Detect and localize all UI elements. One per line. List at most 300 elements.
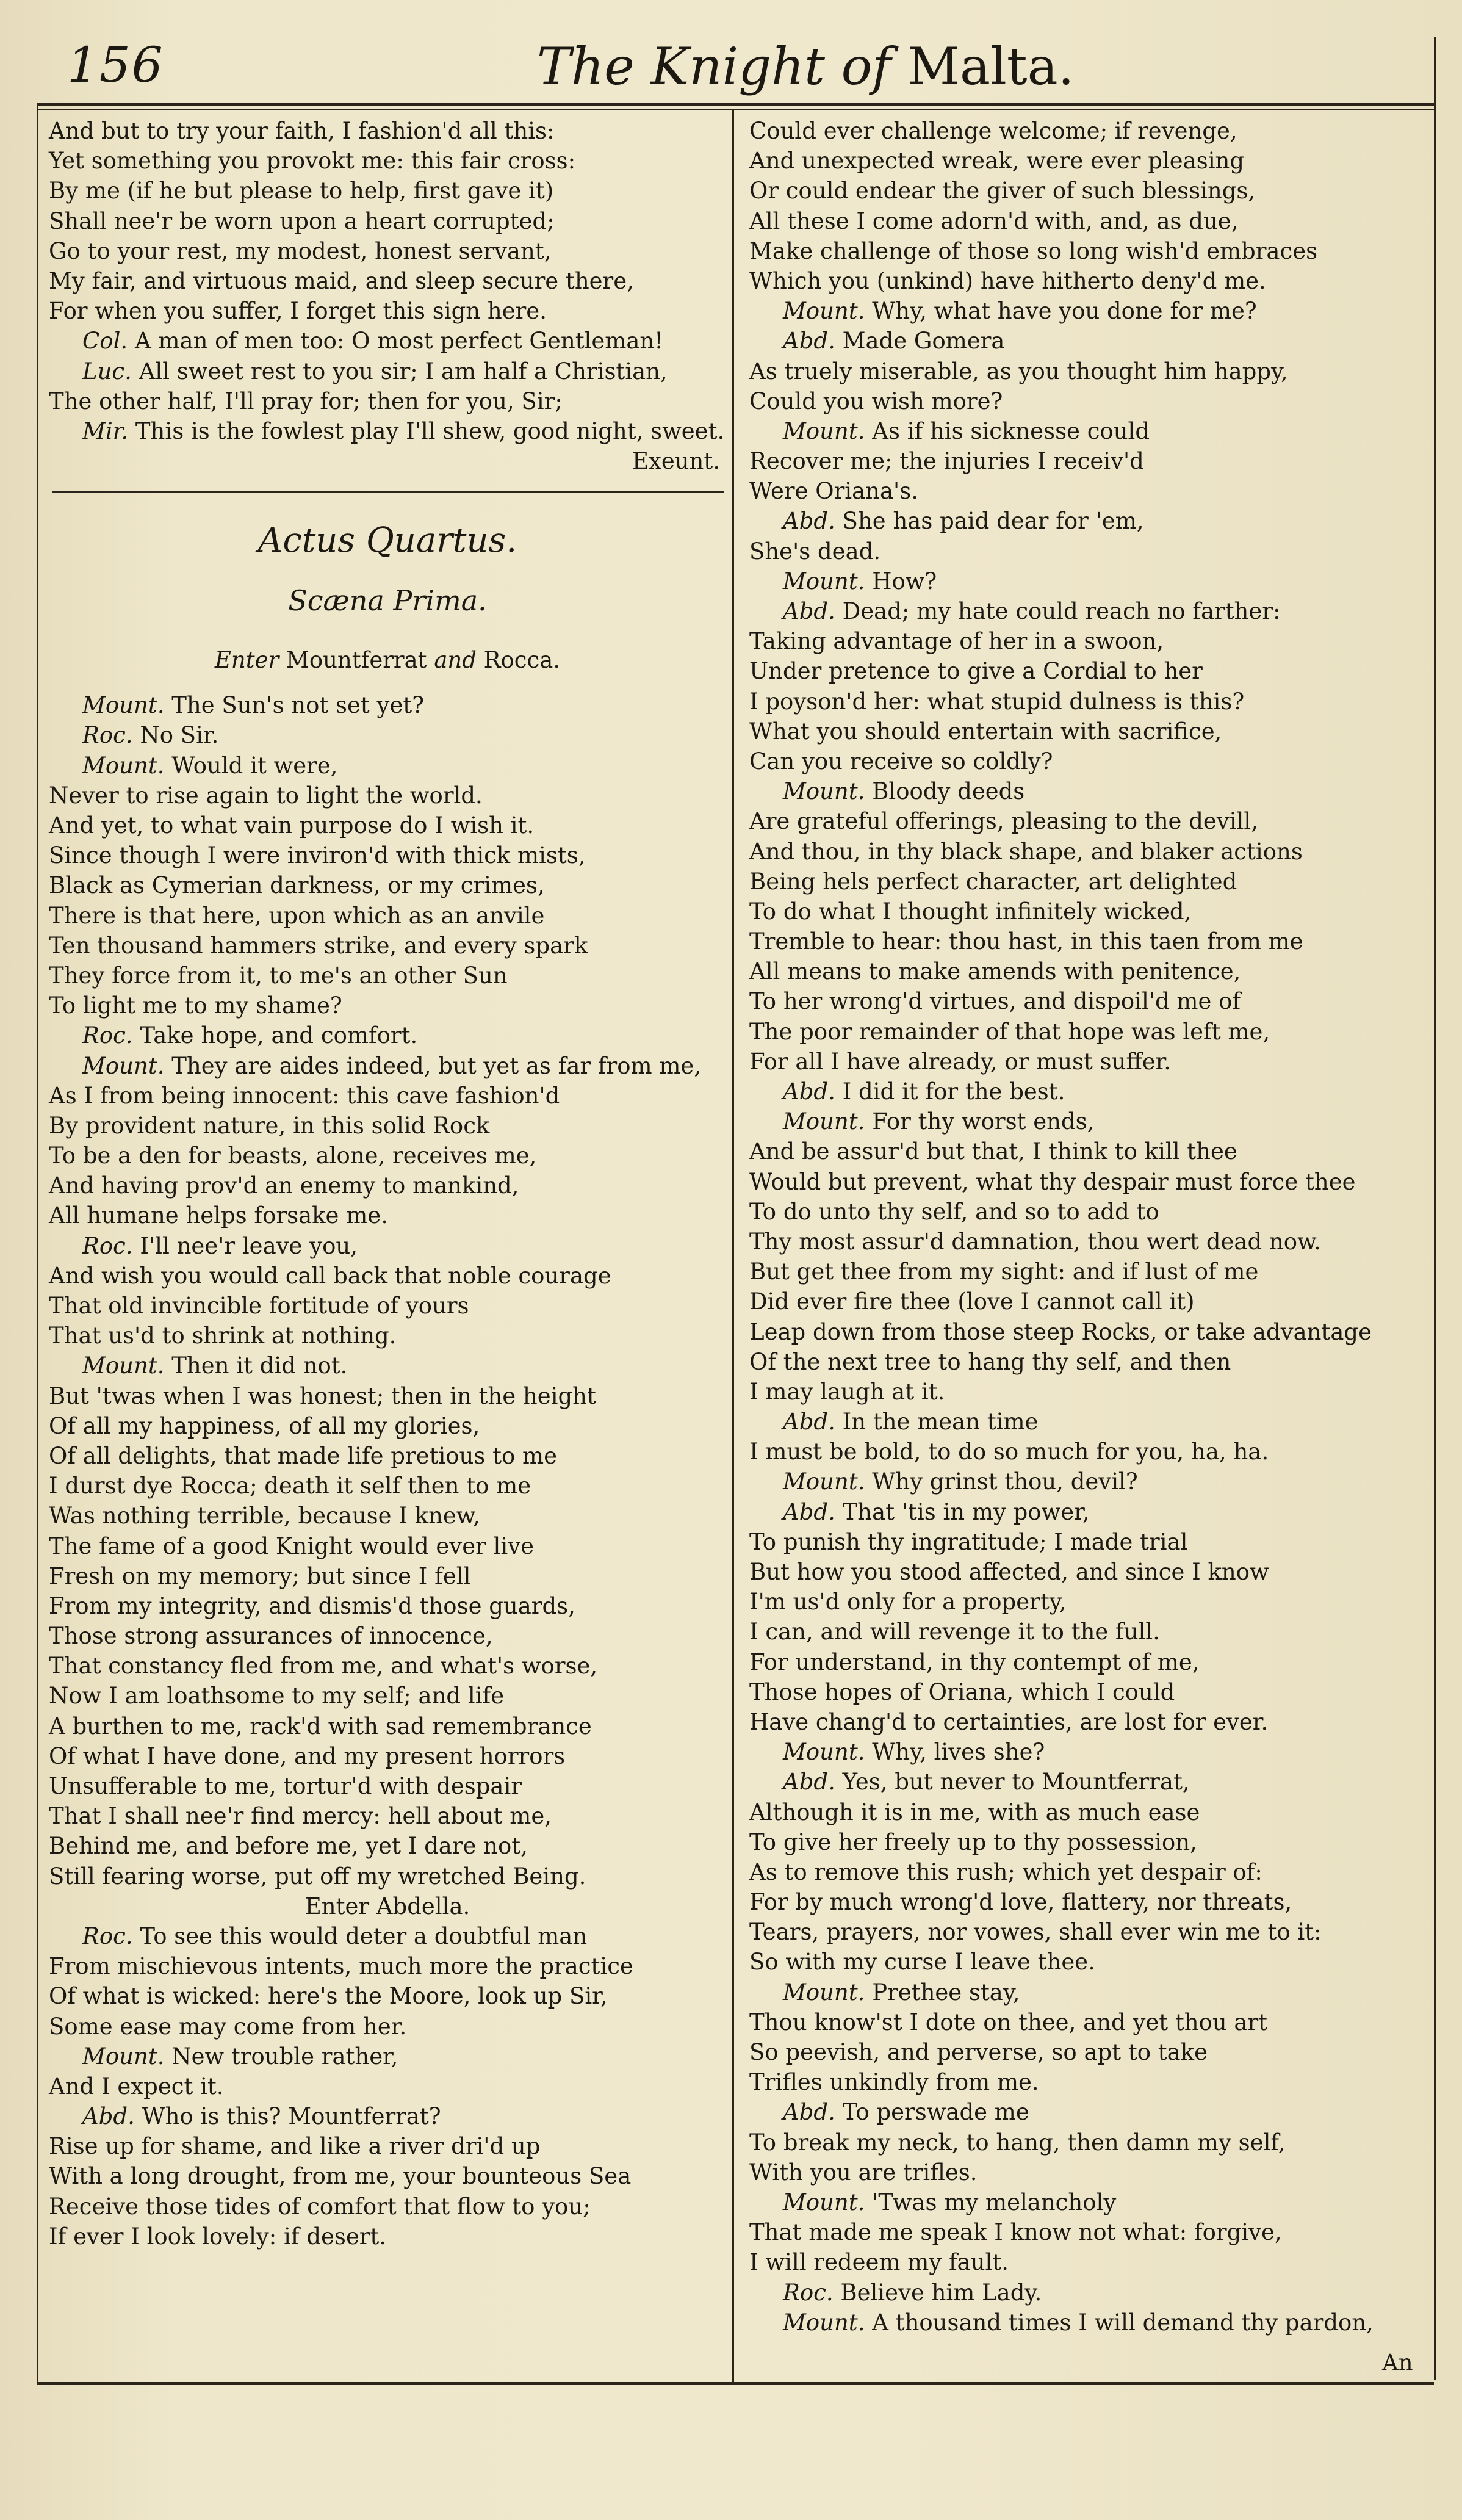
verse-line [749, 867, 1427, 897]
line-text: Go to your rest, my modest, honest servant, [49, 237, 552, 264]
line-text: Fresh on my memory; but since I fell [49, 1562, 471, 1589]
verse-line [749, 1827, 1427, 1857]
verse-line [749, 1377, 1427, 1407]
verse-line [749, 356, 1427, 386]
verse-line [49, 2012, 726, 2042]
verse-line [749, 266, 1427, 296]
running-title-prefix: The Knight of [537, 37, 891, 96]
verse-line [49, 296, 726, 326]
verse-line [749, 2007, 1427, 2037]
verse-line [49, 1621, 726, 1651]
line-text: Thy most assur'd damnation, thou wert dead now. [749, 1228, 1322, 1255]
line-text: And but to try your faith, I fashion'd all this: [49, 118, 555, 144]
verse-line [749, 206, 1427, 236]
footer-rule [37, 2382, 1434, 2385]
verse-line [49, 176, 726, 206]
entry-name-2: Rocca. [483, 647, 561, 674]
line-text: Tremble to hear: thou hast, in this taen from me [749, 928, 1303, 955]
line-text: Bloody deeds [872, 778, 1025, 805]
line-text: This is the fowlest play I'll shew, good night, sweet. [135, 417, 725, 444]
line-text: And wish you would call back that noble courage [49, 1262, 611, 1289]
verse-line [49, 1321, 726, 1351]
verse-line [749, 1767, 1427, 1797]
speaker-name: Mir. [82, 417, 129, 444]
verse-line [49, 116, 726, 146]
verse-line [749, 776, 1427, 806]
verse-line [749, 1407, 1427, 1437]
line-text: That made me speak I know not what: forgive, [749, 2219, 1282, 2246]
verse-line [749, 1707, 1427, 1737]
line-text: Of what I have done, and my present horrors [49, 1742, 566, 1769]
verse-line [749, 1136, 1427, 1166]
line-text: Now I am loathsome to my self; and life [49, 1683, 505, 1709]
page-header [61, 24, 1434, 104]
verse-line [749, 1587, 1427, 1617]
verse-line [749, 2278, 1427, 2308]
verse-line [49, 2101, 726, 2131]
line-text: Which you (unkind) have hitherto deny'd me. [749, 267, 1266, 294]
line-text: Made Gomera [842, 328, 1005, 355]
entry-and: and [434, 647, 477, 674]
line-text: Some ease may come from her. [49, 2013, 407, 2040]
verse-line [49, 146, 726, 176]
verse-line [749, 1197, 1427, 1227]
line-text: Believe him Lady. [840, 2279, 1042, 2306]
line-text: That 'tis in my power, [842, 1498, 1090, 1525]
speaker-name: Abd. [783, 1498, 835, 1525]
speaker-name: Roc. [82, 722, 133, 749]
verse-line [49, 1051, 726, 1081]
verse-line [49, 1981, 726, 2011]
verse-line [749, 2097, 1427, 2127]
line-text: The other half, I'll pray for; then for you, Sir; [49, 388, 563, 414]
line-text: To give her freely up to thy possession, [749, 1829, 1197, 1855]
line-text: Leap down from those steep Rocks, or take advantage [749, 1318, 1372, 1345]
verse-line [749, 1737, 1427, 1767]
line-text: Under pretence to give a Cordial to her [749, 658, 1203, 685]
scene-title: Scæna Prima. [288, 584, 487, 618]
verse-line [49, 1351, 726, 1381]
verse-line [749, 1467, 1427, 1496]
line-text: Recover me; the injuries I receiv'd [749, 448, 1144, 475]
verse-line [749, 837, 1427, 867]
speaker-name: Mount. [82, 2043, 165, 2070]
speaker-name: Abd. [783, 1078, 835, 1105]
speaker-name: Roc. [82, 1022, 133, 1049]
speaker-name: Mount. [82, 752, 165, 779]
scene-entry [49, 630, 726, 690]
line-text: To punish thy ingratitude; I made trial [749, 1528, 1188, 1555]
verse-line [49, 1111, 726, 1141]
verse-line [49, 1771, 726, 1801]
verse-line [749, 1647, 1427, 1677]
verse-line [749, 2067, 1427, 2097]
line-text: That constancy fled from me, and what's worse, [49, 1653, 598, 1680]
speaker-name: Mount. [783, 2189, 865, 2215]
line-text: And be assur'd but that, I think to kill thee [749, 1138, 1237, 1165]
speaker-name: Abd. [783, 598, 835, 624]
line-text: No Sir. [140, 722, 219, 749]
header-rule [37, 103, 1434, 106]
line-text: All sweet rest to you sir; I am half a Christian, [139, 358, 668, 384]
verse-line [49, 1681, 726, 1711]
verse-line [49, 386, 726, 416]
line-text: They are aides indeed, but yet as far from me, [171, 1052, 702, 1079]
verse-line [49, 2071, 726, 2101]
verse-line [49, 1231, 726, 1261]
speaker-name: Mount. [82, 692, 165, 719]
line-text: I must be bold, to do so much for you, ha, ha. [749, 1439, 1269, 1465]
verse-line [49, 2042, 726, 2071]
speaker-name: Mount. [82, 1052, 165, 1079]
line-text: As I from being innocent: this cave fashion'd [49, 1082, 560, 1109]
line-text: Of all delights, that made life pretious to me [49, 1442, 558, 1469]
line-text: I durst dye Rocca; death it self then to me [49, 1473, 531, 1500]
verse-line [749, 687, 1427, 717]
line-text: Receive those tides of comfort that flow to you; [49, 2193, 591, 2220]
verse-line [49, 720, 726, 750]
running-title-name: Malta. [907, 37, 1075, 96]
line-text: Tears, prayers, nor vowes, shall ever win me to it: [749, 1919, 1322, 1946]
line-text: Why, lives she? [872, 1739, 1045, 1766]
verse-line [49, 931, 726, 961]
verse-line [749, 236, 1427, 266]
line-text: To perswade me [842, 2099, 1029, 2126]
line-text: Of the next tree to hang thy self, and then [749, 1348, 1231, 1375]
verse-line [49, 1891, 726, 1921]
verse-line [49, 961, 726, 991]
verse-line [49, 1501, 726, 1531]
verse-line [749, 566, 1427, 596]
line-text: A thousand times I will demand thy pardon, [872, 2309, 1374, 2336]
line-text: But how you stood affected, and since I know [749, 1559, 1269, 1585]
line-text: By me (if he but please to help, first gave it) [49, 178, 554, 204]
speaker-name: Mount. [783, 778, 865, 805]
verse-line [49, 1471, 726, 1501]
verse-line [749, 1227, 1427, 1257]
verse-line [49, 1020, 726, 1050]
speaker-name: Mount. [783, 568, 865, 594]
line-text: Enter Abdella. [304, 1893, 470, 1919]
verse-line [49, 1171, 726, 1200]
speaker-name: Mount. [82, 1352, 165, 1379]
verse-line [749, 1677, 1427, 1707]
line-text: They force from it, to me's an other Sun [49, 962, 508, 989]
line-text: I will redeem my fault. [749, 2249, 1009, 2276]
verse-line [749, 2308, 1427, 2338]
line-text: Make challenge of those so long wish'd embraces [749, 237, 1318, 264]
line-text: In the mean time [842, 1409, 1039, 1435]
verse-line [49, 1741, 726, 1771]
verse-line [49, 690, 726, 720]
verse-line [49, 1591, 726, 1621]
verse-line [749, 897, 1427, 926]
speaker-name: Roc. [82, 1232, 133, 1259]
line-text: A man of men too: O most perfect Gentleman! [134, 328, 664, 355]
verse-line [749, 446, 1427, 476]
line-text: There is that here, upon which as an anvile [49, 902, 545, 929]
line-text: All humane helps forsake me. [49, 1202, 388, 1229]
left-dialogue-lines [49, 690, 726, 2251]
line-text: All means to make amends with penitence, [749, 958, 1241, 985]
line-text: She has paid dear for 'em, [842, 508, 1144, 535]
line-text: Trifles unkindly from me. [749, 2069, 1039, 2096]
line-text: The Sun's not set yet? [171, 692, 425, 719]
line-text: And yet, to what vain purpose do I wish it. [49, 812, 535, 839]
speaker-name: Roc. [783, 2279, 834, 2306]
speaker-name: Col. [82, 328, 128, 355]
verse-line [749, 1977, 1427, 2007]
line-text: And having prov'd an enemy to mankind, [49, 1172, 519, 1199]
verse-line [49, 416, 726, 446]
header-rule-thin [37, 109, 1434, 110]
verse-line [49, 1411, 726, 1441]
speaker-name: Mount. [783, 417, 865, 444]
act-title: Actus Quartus. [257, 521, 517, 561]
verse-line [749, 2247, 1427, 2277]
verse-line [49, 1291, 726, 1321]
line-text: So with my curse I leave thee. [749, 1949, 1095, 1976]
verse-line [49, 1861, 726, 1891]
verse-line [49, 1711, 726, 1741]
verse-line [749, 2157, 1427, 2187]
verse-line [749, 2217, 1427, 2247]
verse-line [749, 1857, 1427, 1887]
speaker-name: Mount. [783, 1468, 865, 1495]
verse-line [749, 1347, 1427, 1377]
verse-line [749, 536, 1427, 566]
verse-line [49, 870, 726, 900]
line-text: From mischievous intents, much more the practice [49, 1953, 633, 1980]
verse-line [749, 1917, 1427, 1947]
line-text: The fame of a good Knight would ever live [49, 1533, 535, 1559]
line-text: 'Twas my melancholy [872, 2189, 1117, 2215]
line-text: How? [872, 568, 937, 594]
verse-line [49, 1831, 726, 1861]
line-text: Taking advantage of her in a swoon, [749, 628, 1164, 655]
line-text: That us'd to shrink at nothing. [49, 1323, 397, 1349]
verse-line [49, 991, 726, 1020]
line-text: For understand, in thy contempt of me, [749, 1648, 1200, 1675]
verse-line [749, 176, 1427, 206]
line-text: Yet something you provokt me: this fair cross: [49, 148, 576, 175]
verse-line [49, 1801, 726, 1831]
line-text: For thy worst ends, [872, 1108, 1095, 1135]
line-text: But get thee from my sight: and if lust of me [749, 1258, 1259, 1285]
verse-line [749, 416, 1427, 446]
line-text: Could ever challenge welcome; if revenge, [749, 118, 1237, 144]
line-text: By provident nature, in this solid Rock [49, 1112, 490, 1139]
verse-line [749, 1107, 1427, 1136]
line-text: My fair, and virtuous maid, and sleep secure there, [49, 267, 634, 294]
line-text: I did it for the best. [842, 1078, 1065, 1105]
verse-line [49, 2222, 726, 2251]
verse-line [749, 746, 1427, 776]
line-text: Who is this? Mountferrat? [142, 2103, 441, 2130]
running-title [537, 37, 1074, 96]
verse-line [49, 236, 726, 266]
line-text: Was nothing terrible, because I knew, [49, 1503, 480, 1529]
verse-line [749, 1887, 1427, 1917]
speaker-name: Abd. [783, 1409, 835, 1435]
line-text: To light me to my shame? [49, 992, 342, 1019]
line-text: Are grateful offerings, pleasing to the devill, [749, 808, 1258, 835]
line-text: To do unto thy self, and so to add to [749, 1198, 1159, 1225]
speaker-name: Abd. [82, 2103, 135, 2130]
line-text: Could you wish more? [749, 388, 1003, 414]
verse-line [49, 2131, 726, 2161]
verse-line [49, 781, 726, 811]
line-text: Those strong assurances of innocence, [49, 1623, 493, 1650]
line-text: Since though I were inviron'd with thick mists, [49, 842, 586, 869]
line-text: She's dead. [749, 538, 881, 565]
verse-line [749, 1437, 1427, 1467]
line-text: Would it were, [171, 752, 338, 779]
verse-line [749, 326, 1427, 356]
speaker-name: Mount. [783, 1979, 865, 2006]
verse-line [49, 356, 726, 386]
verse-line [749, 116, 1427, 146]
line-text: Prethee stay, [872, 1979, 1020, 2006]
verse-line [749, 986, 1427, 1016]
verse-line [49, 206, 726, 236]
verse-line [749, 1527, 1427, 1557]
verse-line [749, 626, 1427, 656]
line-text: As to remove this rush; which yet despair of: [749, 1858, 1262, 1885]
verse-line [749, 1167, 1427, 1197]
verse-line [749, 1947, 1427, 1977]
line-text: Ten thousand hammers strike, and every spark [49, 932, 588, 959]
act-separator-rule [52, 491, 724, 493]
line-text: As if his sicknesse could [872, 417, 1150, 444]
line-text: I'll nee'r leave you, [140, 1232, 358, 1259]
page-number: 156 [67, 37, 164, 93]
verse-line [49, 1141, 726, 1171]
line-text: But 'twas when I was honest; then in the height [49, 1382, 596, 1409]
line-text: I can, and will revenge it to the full. [749, 1619, 1161, 1645]
line-text: So peevish, and perverse, so apt to take [749, 2039, 1208, 2065]
line-text: Rise up for shame, and like a river dri'd up [49, 2133, 541, 2160]
verse-line [49, 266, 726, 296]
line-text: All these I come adorn'd with, and, as due, [749, 208, 1239, 234]
line-text: For when you suffer, I forget this sign here. [49, 298, 547, 325]
verse-line [49, 1200, 726, 1230]
frame-left-rule [37, 103, 38, 2382]
line-text: Although it is in me, with as much ease [749, 1799, 1200, 1825]
line-text: As truely miserable, as you thought him happy, [749, 358, 1288, 384]
verse-line [49, 901, 726, 931]
verse-line [749, 1017, 1427, 1047]
verse-line [749, 1797, 1427, 1827]
line-text: I'm us'd only for a property, [749, 1589, 1067, 1616]
verse-line [749, 296, 1427, 326]
verse-line [749, 476, 1427, 506]
line-text: Shall nee'r be worn upon a heart corrupted; [49, 208, 555, 234]
entry-enter: Enter [214, 647, 279, 674]
line-text: Would but prevent, what thy despair must force thee [749, 1168, 1356, 1195]
verse-line [749, 1317, 1427, 1347]
speaker-name: Abd. [783, 508, 835, 535]
catchword: An [1382, 2350, 1413, 2376]
line-text: For by much wrong'd love, flattery, nor threats, [749, 1889, 1292, 1916]
line-text: From my integrity, and dismis'd those guards, [49, 1592, 575, 1619]
line-text: Unsufferable to me, tortur'd with despair [49, 1773, 522, 1799]
speaker-name: Roc. [82, 1922, 133, 1949]
line-text: And unexpected wreak, were ever pleasing [749, 148, 1245, 175]
line-text: A burthen to me, rack'd with sad remembrance [49, 1713, 592, 1739]
line-text: That I shall nee'r find mercy: hell about me, [49, 1803, 552, 1830]
line-text: Of all my happiness, of all my glories, [49, 1412, 480, 1439]
verse-line [749, 1047, 1427, 1077]
line-text: Thou know'st I dote on thee, and yet thou art [749, 2009, 1268, 2035]
verse-line [749, 717, 1427, 746]
line-text: If ever I look lovely: if desert. [49, 2223, 387, 2250]
entry-name-1: Mountferrat [286, 647, 427, 674]
verse-line [749, 386, 1427, 416]
line-text: Those hopes of Oriana, which I could [749, 1678, 1175, 1705]
speaker-name: Mount. [783, 2309, 865, 2336]
verse-line [49, 1651, 726, 1681]
line-text: And I expect it. [49, 2073, 224, 2099]
line-text: New trouble rather, [171, 2043, 398, 2070]
verse-line [49, 751, 726, 781]
line-text: Were Oriana's. [749, 478, 918, 505]
line-text: To be a den for beasts, alone, receives me, [49, 1143, 537, 1169]
line-text: Yes, but never to Mountferrat, [842, 1769, 1190, 1796]
right-column [749, 116, 1427, 2338]
verse-line [749, 806, 1427, 836]
line-text: To break my neck, to hang, then damn my self, [749, 2129, 1286, 2156]
verse-line [749, 2037, 1427, 2067]
verse-line [49, 1561, 726, 1591]
speaker-name: Abd. [783, 1769, 835, 1796]
line-text: I poyson'd her: what stupid dulness is this? [749, 688, 1245, 715]
line-text: Why, what have you done for me? [872, 298, 1257, 325]
verse-line [49, 1381, 726, 1411]
line-text: Behind me, and before me, yet I dare not, [49, 1833, 528, 1860]
verse-line [749, 1287, 1427, 1316]
speaker-name: Abd. [783, 328, 835, 355]
line-text: With a long drought, from me, your bounteous Sea [49, 2163, 632, 2190]
verse-line [49, 1441, 726, 1471]
line-text: Or could endear the giver of such blessings, [749, 178, 1256, 204]
line-text: Exeunt. [632, 448, 720, 475]
verse-line [749, 2187, 1427, 2217]
verse-line [49, 811, 726, 840]
left-column [49, 116, 726, 2251]
right-dialogue-lines [749, 116, 1427, 2338]
line-text: Did ever fire thee (love I cannot call it) [749, 1288, 1195, 1315]
verse-line [49, 1951, 726, 1981]
speaker-name: Luc. [82, 358, 132, 384]
verse-line [49, 446, 726, 476]
verse-line [749, 656, 1427, 686]
verse-line [49, 1081, 726, 1111]
verse-line [49, 1261, 726, 1291]
line-text: And thou, in thy black shape, and blaker actions [749, 838, 1303, 865]
verse-line [749, 2128, 1427, 2157]
verse-line [49, 1531, 726, 1561]
verse-line [49, 840, 726, 870]
speaker-name: Mount. [783, 1108, 865, 1135]
line-text: Still fearing worse, put off my wretched Being. [49, 1863, 586, 1890]
column-divider [732, 109, 734, 2382]
verse-line [49, 1921, 726, 1951]
line-text: To her wrong'd virtues, and dispoil'd me of [749, 988, 1241, 1015]
line-text: Can you receive so coldly? [749, 748, 1053, 774]
verse-line [749, 506, 1427, 536]
line-text: The poor remainder of that hope was left me, [749, 1018, 1270, 1045]
